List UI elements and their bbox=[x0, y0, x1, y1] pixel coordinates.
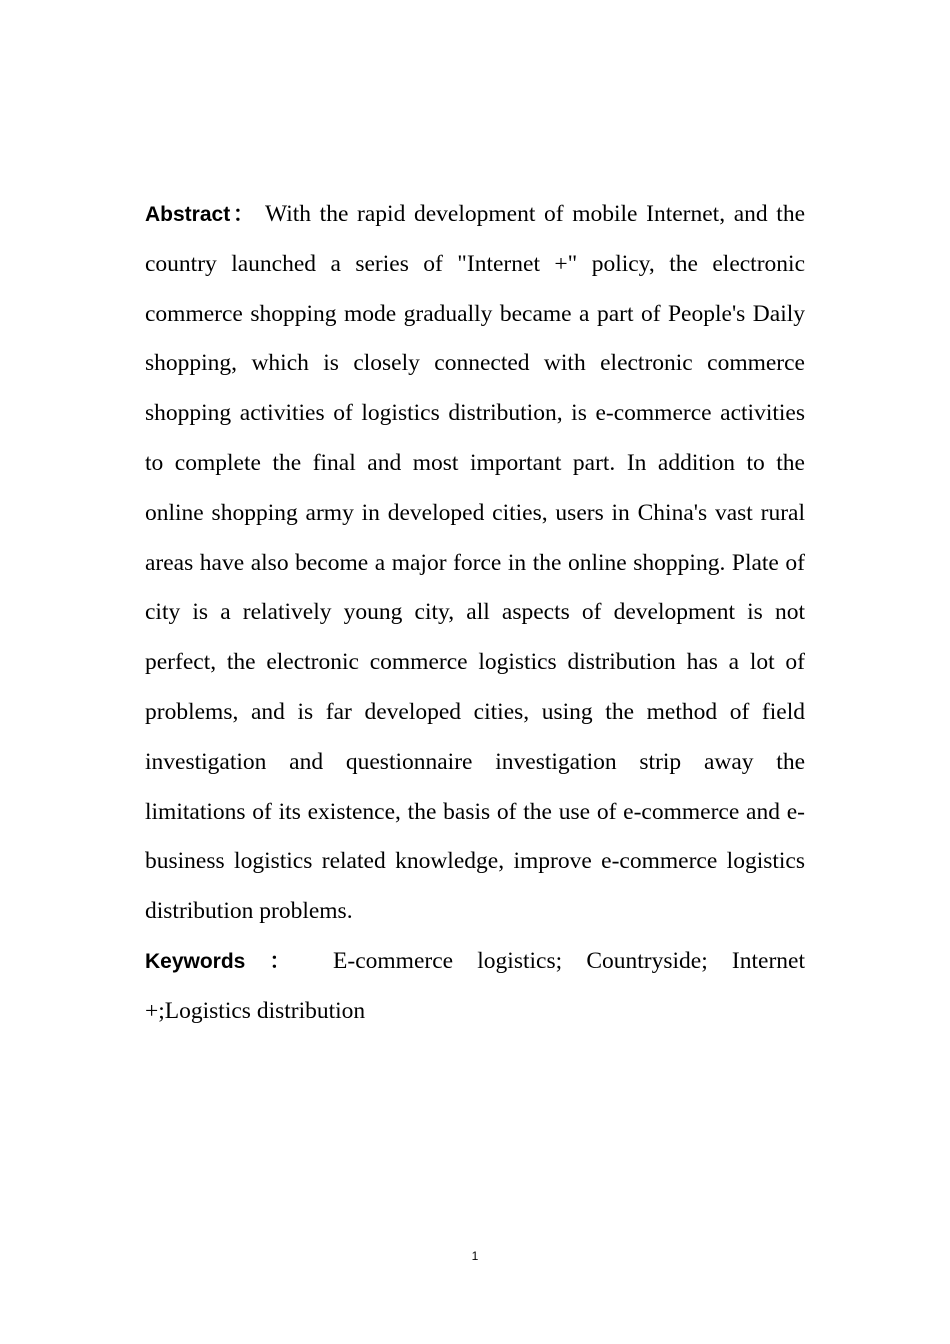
abstract-label: Abstract bbox=[145, 203, 231, 226]
keywords-text: E-commerce logistics; Countryside; Internet +;Logistics distribution bbox=[145, 947, 806, 1024]
abstract-text: With the rapid development of mobile Internet, and the country launched a series of "Internet +" policy, the electronic commerce shopping mode gradually became a part of People's Daily shopping, which is closely connected with electronic commerce shopping activities of logistics distribution, is e-commerce activities to complete the final and most important part. In addition to the online shopping army in developed cities, users in China's vast rural areas have also become a major force in the online shopping. Plate of city is a relatively young city, all aspects of development is not perfect, the electronic commerce logistics distribution has a lot of problems, and is far developed cities, using the method of field investigation and questionnaire investigation strip away the limitations of its existence, the basis of the use of e-commerce and e-business logistics related knowledge, improve e-commerce logistics distribution problems. bbox=[145, 201, 806, 925]
abstract-paragraph bbox=[145, 190, 805, 937]
abstract-label-separator: ： bbox=[230, 203, 257, 226]
keywords-label-separator: ： bbox=[245, 949, 309, 973]
abstract-section bbox=[145, 190, 805, 1037]
page-number: 1 bbox=[471, 1249, 479, 1263]
keywords-paragraph bbox=[145, 937, 805, 1037]
keywords-label: Keywords bbox=[145, 949, 246, 973]
